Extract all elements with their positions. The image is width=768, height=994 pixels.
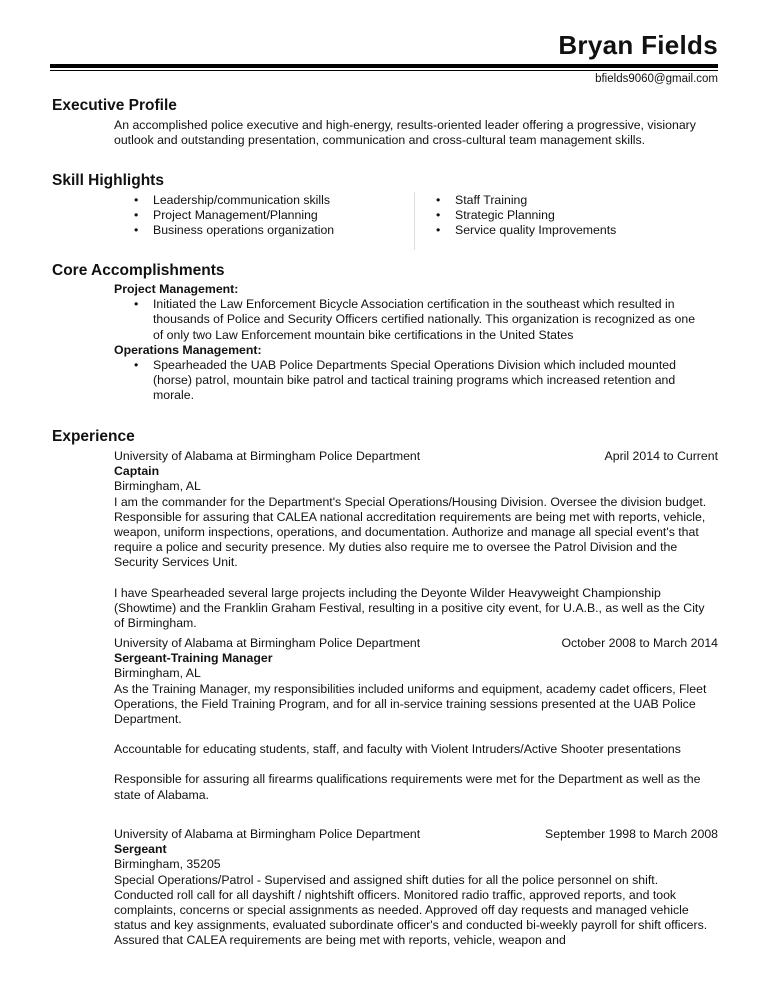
candidate-name: Bryan Fields [558, 30, 718, 60]
section-heading-experience: Experience [52, 428, 135, 445]
accomplishments-block [114, 282, 706, 404]
job-entry [114, 449, 718, 631]
skill-item: • Leadership/communication skills [114, 193, 404, 208]
job-location: Birmingham, AL [114, 479, 201, 494]
accomplishment-item: • Spearheaded the UAB Police Departments Special Operations Division which included mounted (horse) patrol, mountain bike patrol and tactical training programs which increased retention and morale. [114, 358, 706, 404]
job-employer: University of Alabama at Birmingham Police Department [114, 636, 421, 650]
job-location: Birmingham, AL [114, 666, 201, 681]
job-header-row [114, 636, 718, 651]
job-employer: University of Alabama at Birmingham Police Department [114, 827, 421, 841]
header-rule-thick [50, 64, 718, 68]
job-paragraph: Special Operations/Patrol - Supervised and assigned shift duties for all the police personnel on shift. Conducted roll call for all dayshift / nightshift officers. Monitored radio traffic, approved reports, and took complaints, concerns or special assignments as needed. Approved off day requests and managed vehicle status and key assignments, evaluated subordinate officer's and conducted bi-weekly payroll for shift officers. Assured that CALEA requirements are being met with reports, vehicle, weapon and [114, 872, 708, 948]
skill-item: • Staff Training [416, 193, 716, 208]
skill-item: • Service quality Improvements [416, 223, 716, 238]
job-title: Captain [114, 464, 160, 479]
job-paragraph: I have Spearheaded several large projects including the Deyonte Wilder Heavyweight Championship (Showtime) and the Franklin Graham Festival, resulting in a positive city event, for U.A.B., as well as the City of Birmingham. [114, 585, 705, 631]
job-employer: University of Alabama at Birmingham Police Department [114, 449, 421, 463]
skill-item: • Project Management/Planning [114, 208, 404, 223]
header-rule-thin [50, 70, 718, 71]
skills-right-column [416, 193, 716, 239]
section-heading-profile: Executive Profile [52, 97, 177, 114]
email-address[interactable]: bfields9060@gmail.com [595, 73, 718, 85]
job-title: Sergeant-Training Manager [114, 651, 273, 666]
job-paragraph: Responsible for assuring all firearms qualifications requirements were met for the Department as well as the state of Alabama. [114, 772, 701, 802]
profile-text [114, 118, 698, 148]
section-heading-accomplishments: Core Accomplishments [52, 262, 225, 279]
job-dates: October 2008 to March 2014 [561, 636, 718, 650]
job-title: Sergeant [114, 842, 167, 857]
skills-divider [414, 192, 415, 250]
job-paragraph: I am the commander for the Department's Special Operations/Housing Division. Oversee the division budget. Responsible for assuring that CALEA national accreditation requirements are being met with reports, vehicle, weapon, uniform inspections, operations, and documentation. Authorize and manage all special event's that require a police and security presence. My duties also require me to oversee the Patrol Division and the Security Services Unit. [114, 494, 707, 570]
skill-item: • Strategic Planning [416, 208, 716, 223]
job-paragraph: Accountable for educating students, staff, and faculty with Violent Intruders/Active Shooter presentations [114, 742, 681, 757]
job-dates: April 2014 to Current [604, 449, 718, 463]
job-header-row [114, 449, 718, 464]
accomplishment-item: • Initiated the Law Enforcement Bicycle Association certification in the southeast which resulted in thousands of Police and Security Officers certified nationally. This organization is recognized as one of only two Law Enforcement mountain bike certifications in the United States [114, 297, 706, 343]
job-entry [114, 636, 718, 803]
job-dates: September 1998 to March 2008 [545, 827, 718, 841]
job-location: Birmingham, 35205 [114, 857, 221, 872]
job-paragraph: As the Training Manager, my responsibilities included uniforms and equipment, academy cadet officers, Fleet Operations, the Field Training Program, and for all in-service training sessions presented at the UAB Police Department. [114, 681, 707, 727]
profile-paragraph: An accomplished police executive and high-energy, results-oriented leader offering a progressive, visionary outlook and outstanding presentation, communication and cross-cultural team management skills. [114, 118, 696, 148]
accomplishment-group-title: Project Management: [114, 282, 239, 296]
accomplishment-group-title: Operations Management: [114, 342, 262, 357]
section-heading-skills: Skill Highlights [52, 172, 164, 189]
skill-item: • Business operations organization [114, 223, 404, 238]
skills-left-column [114, 193, 404, 239]
job-header-row [114, 827, 718, 842]
job-entry [114, 827, 718, 949]
